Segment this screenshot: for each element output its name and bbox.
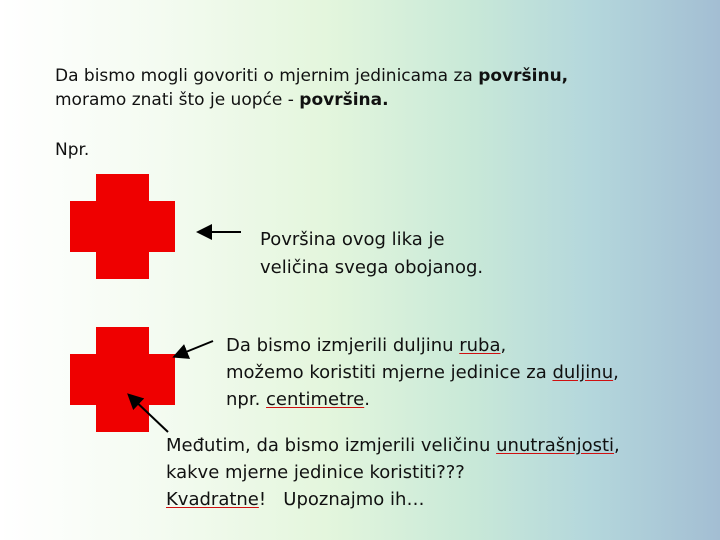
edge-line-3-suffix: . [364,389,370,410]
edge-line-3 [226,386,619,413]
edge-line-3-text: npr. [226,389,267,410]
arrow-to-edge [176,341,213,356]
edge-link-ruba: ruba [459,335,501,356]
edge-line-1-suffix: , [500,335,507,356]
edge-line-1 [226,332,619,359]
intro-keyword-area: površina. [299,90,389,110]
interior-link-kvadratne: Kvadratne [166,489,259,510]
example-label: Npr. [55,140,90,160]
edge-link-centimetre: centimetre [266,389,365,410]
interior-description [166,432,620,513]
interior-line-3-suffix: ! Upoznajmo ih… [258,489,425,510]
intro-line-2-text: moramo znati što je uopće - [55,90,300,110]
interior-line-3 [166,486,620,513]
interior-line-1-text: Međutim, da bismo izmjerili veličinu [166,435,497,456]
interior-line-1-suffix: , [614,435,620,456]
edge-description [226,332,619,413]
edge-link-duljinu: duljinu [552,362,614,383]
intro-line-1-text: Da bismo mogli govoriti o mjernim jedinicama za [55,66,479,86]
edge-line-2 [226,359,619,386]
intro-keyword-area-acc: površinu, [478,66,569,86]
area-description-line-1: Površina ovog lika je [260,229,445,250]
interior-line-2: kakve mjerne jedinice koristiti??? [166,462,465,483]
edge-line-1-text: Da bismo izmjerili duljinu [226,335,460,356]
arrow-to-interior [130,396,168,432]
interior-link-unutrasnjosti: unutrašnjosti [496,435,615,456]
interior-line-1 [166,432,620,459]
area-description-line-2: veličina svega obojanog. [260,257,484,278]
edge-line-2-text: možemo koristiti mjerne jedinice za [226,362,553,383]
edge-line-2-suffix: , [613,362,619,383]
area-description [260,226,483,282]
